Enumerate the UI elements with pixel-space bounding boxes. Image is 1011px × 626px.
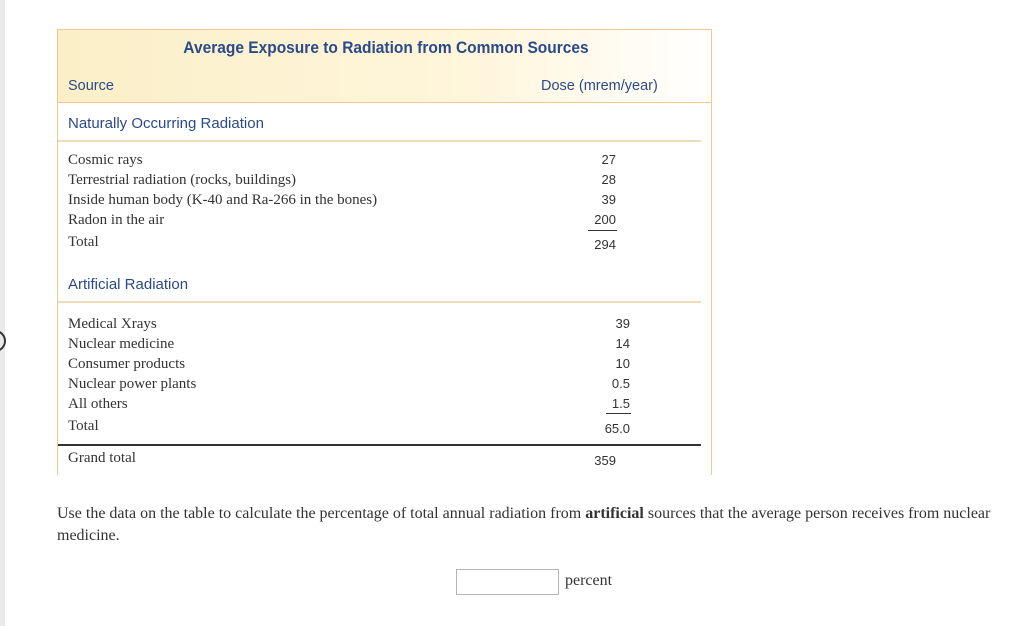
table-row-dose: 0.5 — [611, 376, 630, 391]
question-text-end: sources that the average person receives from nuclear medicine. — [57, 505, 991, 544]
sum-underline — [588, 230, 617, 231]
table-row-label: Radon in the air — [68, 212, 165, 228]
artificial-source-list — [68, 314, 628, 414]
section-divider — [58, 140, 701, 142]
table-row-dose: 39 — [601, 192, 616, 207]
natural-source-list — [68, 150, 628, 230]
answer-input[interactable] — [456, 569, 559, 595]
table-row-label: Medical Xrays — [68, 316, 157, 332]
sum-underline — [606, 413, 631, 414]
artificial-dose-list — [590, 314, 630, 414]
section-heading-artificial: Artificial Radiation — [68, 276, 189, 293]
natural-total-dose: 294 — [594, 237, 616, 252]
table-row-label: Terrestrial radiation (rocks, buildings) — [68, 172, 297, 188]
natural-total-label: Total — [68, 234, 99, 250]
artificial-total-label: Total — [68, 418, 99, 434]
column-header-source: Source — [68, 78, 114, 94]
grand-total-divider — [58, 444, 701, 446]
table-row-dose: 39 — [615, 316, 630, 331]
column-header-dose: Dose (mrem/year) — [541, 78, 658, 94]
table-row-label: Nuclear power plants — [68, 376, 197, 392]
question-text-start: Use the data on the table to calculate the percentage of total annual radiation from — [57, 505, 586, 522]
table-row-dose: 27 — [601, 152, 616, 167]
table-row-label: Consumer products — [68, 356, 186, 372]
table-row-label: Cosmic rays — [68, 152, 143, 168]
question-emphasis: artificial — [585, 505, 644, 522]
table-title: Average Exposure to Radiation from Common Sources — [183, 39, 589, 57]
table-row-dose: 14 — [615, 336, 630, 351]
section-heading-natural: Naturally Occurring Radiation — [68, 115, 264, 132]
table-row-dose: 10 — [615, 356, 630, 371]
natural-dose-list — [576, 150, 616, 230]
table-row-dose: 200 — [594, 212, 616, 227]
table-row-label: Inside human body (K-40 and Ra-266 in the bones) — [68, 192, 378, 208]
answer-unit-label: percent — [565, 572, 613, 589]
artificial-total-dose: 65.0 — [604, 421, 630, 436]
table-row-dose: 28 — [601, 172, 616, 187]
grand-total-label: Grand total — [68, 450, 136, 466]
left-edge-strip — [0, 0, 5, 626]
grand-total-dose: 359 — [594, 453, 616, 468]
question-text — [57, 503, 997, 547]
section-divider — [58, 301, 701, 303]
table-row-label: All others — [68, 396, 128, 412]
radiation-table — [57, 29, 712, 475]
table-row-dose: 1.5 — [611, 396, 630, 411]
table-row-label: Nuclear medicine — [68, 336, 175, 352]
